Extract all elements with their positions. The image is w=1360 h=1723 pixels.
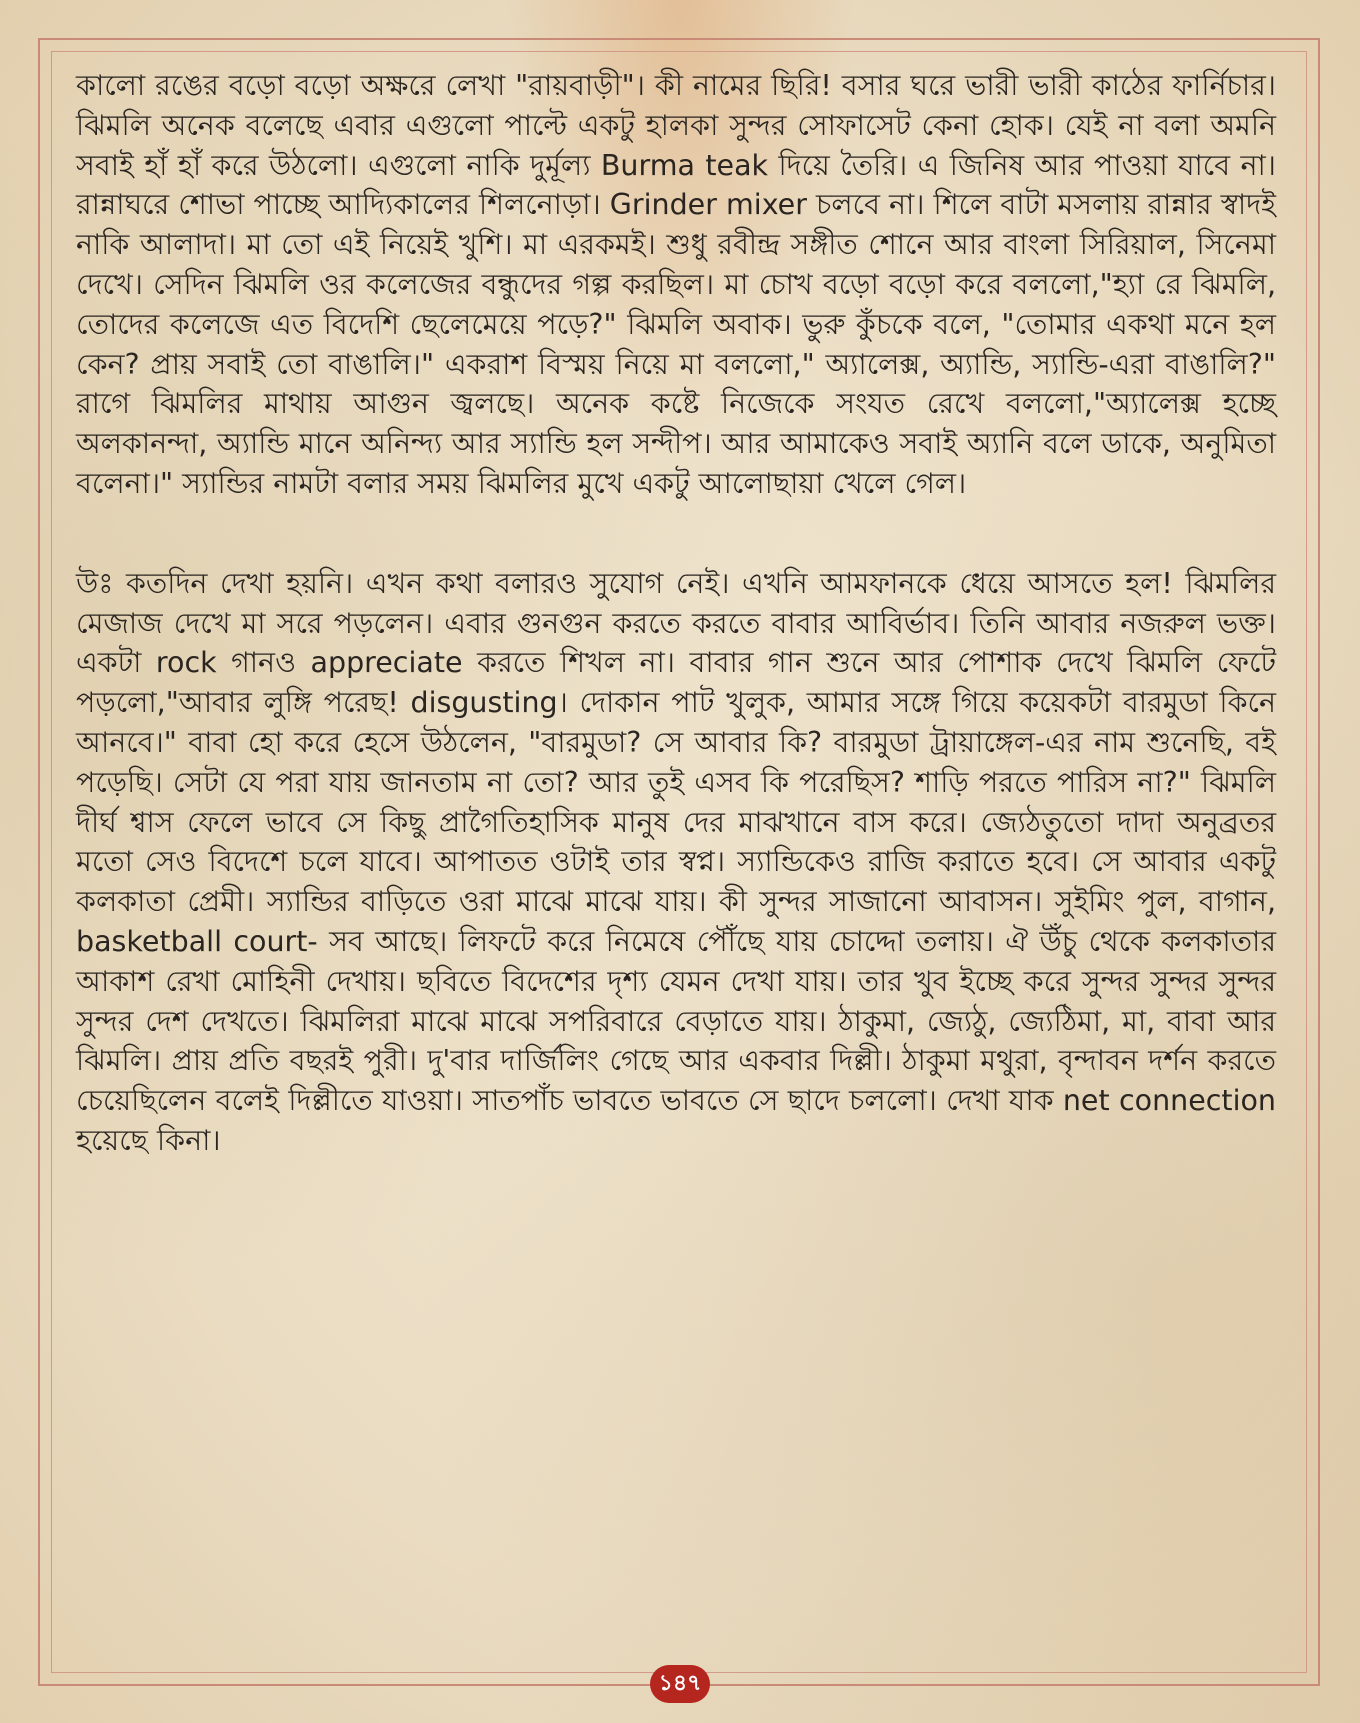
story-paragraph-1: কালো রঙের বড়ো বড়ো অক্ষরে লেখা "রায়বাড়ী"। কী নামের ছিরি! বসার ঘরে ভারী ভারী কাঠের ফার্নিচার। ঝিমলি অনেক বলেছে এবার এগুলো পাল্টে একটু হালকা সুন্দর সোফাসেট কেনা হোক। যেই না বলা অমনি সবাই হাঁ হাঁ করে উঠলো। এগুলো নাকি দুর্মূল্য Burma teak দিয়ে তৈরি। এ জিনিষ আর পাওয়া যাবে না। রান্নাঘরে শোভা পাচ্ছে আদ্যিকালের শিলনোড়া। Grinder mixer চলবে না। শিলে বাটা মসলায় রান্নার স্বাদই নাকি আলাদা। মা তো এই নিয়েই খুশি। মা এরকমই। শুধু রবীন্দ্র সঙ্গীত শোনে আর বাংলা সিরিয়াল, সিনেমা দেখে। সেদিন ঝিমলি ওর কলেজের বন্ধুদের গল্প করছিল। মা চোখ বড়ো বড়ো করে বললো,"হ্যা রে ঝিমলি, তোদের কলেজে এত বিদেশি ছেলেমেয়ে পড়ে?" ঝিমলি অবাক। ভুরু কুঁচকে বলে, "তোমার একথা মনে হল কেন? প্রায় সবাই তো বাঙালি।" একরাশ বিস্ময় নিয়ে মা বললো," অ্যালেক্স, অ্যান্ডি, স্যান্ডি-এরা বাঙালি?" রাগে ঝিমলির মাথায় আগুন জ্বলছে। অনেক কষ্টে নিজেকে সংযত রেখে বললো,"অ্যালেক্স হচ্ছে অলকানন্দা, অ্যান্ডি মানে অনিন্দ্য আর স্যান্ডি হল সন্দীপ। আর আমাকেও সবাই অ্যানি বলে ডাকে, অনুমিতা বলেনা।" স্যান্ডির নামটা বলার সময় ঝিমলির মুখে একটু আলোছায়া খেলে গেল।: [76, 69, 1276, 500]
page-body: [76, 66, 1276, 1161]
story-paragraph-2: উঃ কতদিন দেখা হয়নি। এখন কথা বলারও সুযোগ নেই। এখনি আমফানকে ধেয়ে আসতে হল! ঝিমলির মেজাজ দেখে মা সরে পড়লেন। এবার গুনগুন করতে করতে বাবার আবির্ভাব। তিনি আবার নজরুল ভক্ত। একটা rock গানও appreciate করতে শিখল না। বাবার গান শুনে আর পোশাক দেখে ঝিমলি ফেটে পড়লো,"আবার লুঙ্গি পরেছ! disgusting। দোকান পাট খুলুক, আমার সঙ্গে গিয়ে কয়েকটা বারমুডা কিনে আনবে।" বাবা হো করে হেসে উঠলেন, "বারমুডা? সে আবার কি? বারমুডা ট্রায়াঙ্গেল-এর নাম শুনেছি, বই পড়েছি। সেটা যে পরা যায় জানতাম না তো? আর তুই এসব কি পরেছিস? শাড়ি পরতে পারিস না?" ঝিমলি দীর্ঘ শ্বাস ফেলে ভাবে সে কিছু প্রাগৈতিহাসিক মানুষ দের মাঝখানে বাস করে। জ্যেঠতুতো দাদা অনুব্রতর মতো সেও বিদেশে চলে যাবে। আপাতত ওটাই তার স্বপ্ন। স্যান্ডিকেও রাজি করাতে হবে। সে আবার একটু কলকাতা প্রেমী। স্যান্ডির বাড়িতে ওরা মাঝে মাঝে যায়। কী সুন্দর সাজানো আবাসন। সুইমিং পুল, বাগান, basketball court- সব আছে। লিফটে করে নিমেষে পৌঁছে যায় চোদ্দো তলায়। ঐ উঁচু থেকে কলকাতার আকাশ রেখা মোহিনী দেখায়। ছবিতে বিদেশের দৃশ্য যেমন দেখা যায়। তার খুব ইচ্ছে করে সুন্দর সুন্দর সুন্দর সুন্দর দেশ দেখতে। ঝিমলিরা মাঝে মাঝে সপরিবারে বেড়াতে যায়। ঠাকুমা, জ্যেঠু, জ্যেঠিমা, মা, বাবা আর ঝিমলি। প্রায় প্রতি বছরই পুরী। দু'বার দার্জিলিং গেছে আর একবার দিল্লী। ঠাকুমা মথুরা, বৃন্দাবন দর্শন করতে চেয়েছিলেন বলেই দিল্লীতে যাওয়া। সাতপাঁচ ভাবতে ভাবতে সে ছাদে চললো। দেখা যাক net connection হয়েছে কিনা।: [76, 566, 1276, 1157]
paragraph-spacer: [76, 504, 1276, 564]
page-number: ১৪৭: [650, 1665, 710, 1703]
